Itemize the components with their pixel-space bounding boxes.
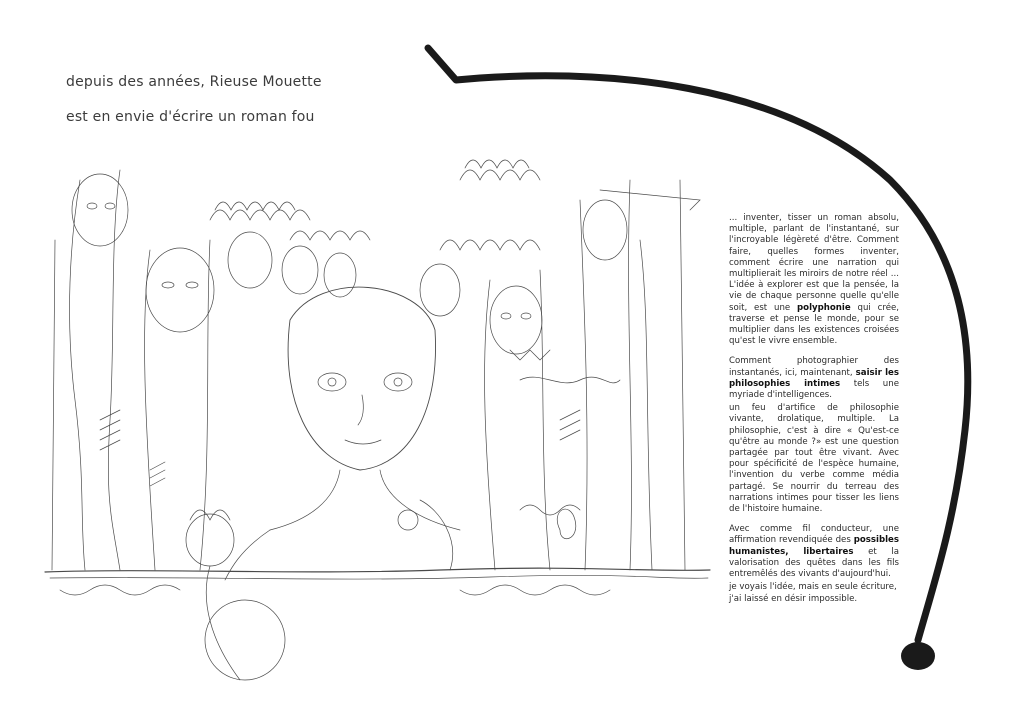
paragraph-humanistes	[729, 524, 899, 580]
p2-bold: saisir les philosophies intimes	[729, 367, 899, 389]
paragraph-philosophies	[729, 356, 899, 401]
paragraph-polyphonie	[729, 213, 899, 347]
p2-text-before: Comment photographier des instantanés, ici, maintenant,	[729, 356, 899, 378]
closing-line-2: j'ai laissé en désir impossible.	[729, 593, 858, 604]
heading-line-1: depuis des années, Rieuse Mouette	[66, 74, 322, 90]
sketch-illustration	[40, 120, 720, 720]
p2-text-after: tels une myriade d'intelligences.	[729, 378, 899, 401]
text-column	[729, 213, 899, 614]
heading-line-2: est en envie d'écrire un roman fou	[66, 109, 315, 125]
p4-text-before: Avec comme fil conducteur, une affirmation revendiquée des	[729, 524, 899, 546]
closing-line-1: je voyais l'idée, mais en seule écriture,	[729, 582, 897, 593]
p4-text-after: et la valorisation des quêtes dans les fils entremêlés des vivants d'aujourd'hui.	[729, 546, 900, 580]
paragraph-feu-artifice: un feu d'artifice de philosophie vivante, drolatique, multiple. La philosophie, c'est à dire « Qu'est-ce qu'être au monde ?» est une question partagée par tout être vivant. Avec pour spécificité de l'espèce humaine, l'invention du verbe comme média partagé. Se nourrir du terreau des narrations intimes pour tisser les liens de l'histoire humaine.	[729, 403, 899, 515]
p1-text-before: ... inventer, tisser un roman absolu, multiple, parlant de l'instantané, sur l'incroyable légèreté d'être. Comment faire, quelles formes inventer, comment écrire une narration qui multiplierait les miroirs de notre réel ... L'idée à explorer est que la pensée, la vie de chaque personne quelle qu'elle soit, est une	[729, 213, 899, 313]
p1-text-after: qui crée, traverse et pense le monde, pour se multiplier dans les existences croisées qu'est le vivre ensemble.	[729, 302, 899, 347]
paragraph-closing	[729, 582, 899, 604]
p4-bold: possibles humanistes, libertaires	[729, 535, 899, 557]
p1-bold: polyphonie	[797, 302, 851, 313]
